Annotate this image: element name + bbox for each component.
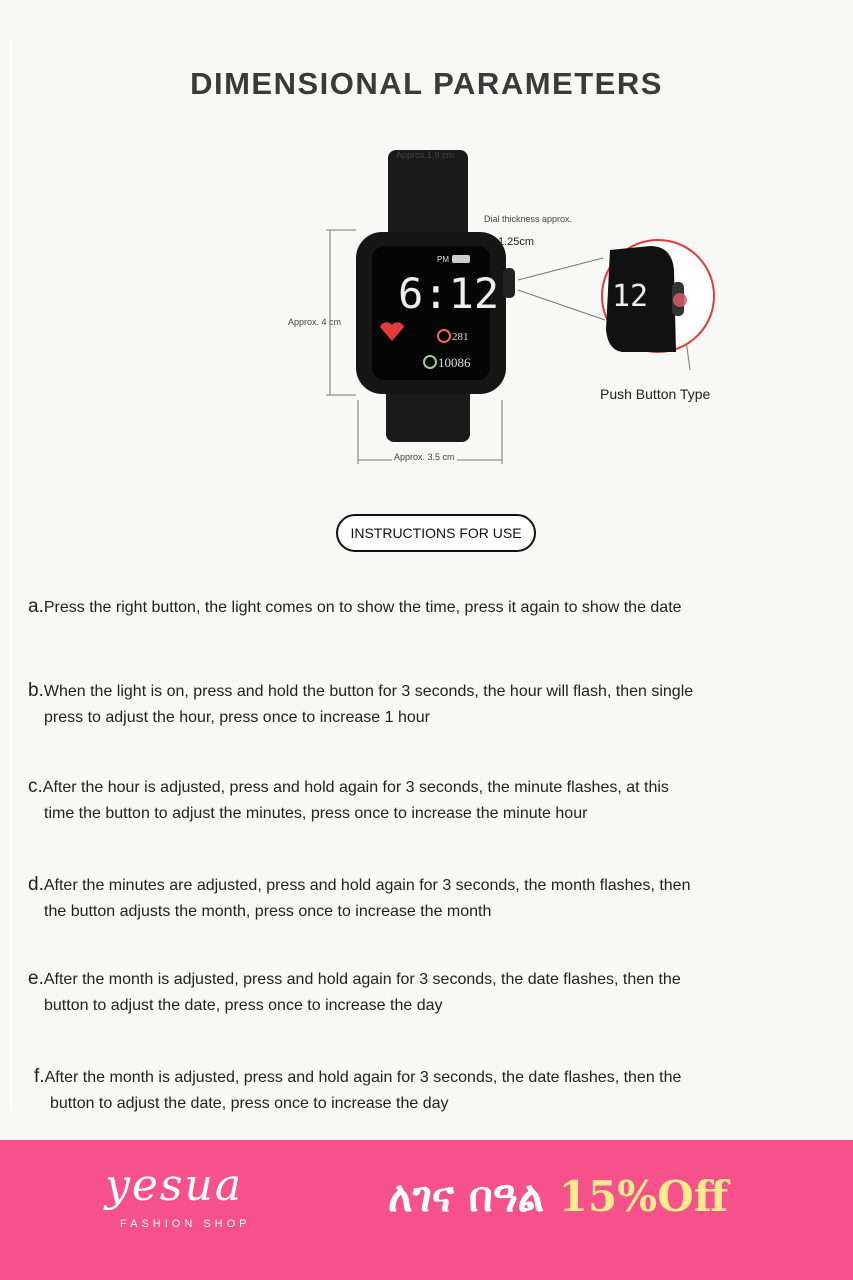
step-letter: d.	[28, 874, 44, 895]
page-title: DIMENSIONAL PARAMETERS	[190, 66, 663, 101]
step-text: After the minutes are adjusted, press and hold again for 3 seconds, the month flashes, then	[43, 877, 691, 894]
instruction-step-b	[28, 678, 693, 731]
instruction-step-a	[28, 594, 682, 621]
promo-text	[388, 1172, 728, 1222]
step-letter: f.	[34, 1066, 45, 1087]
step-letter: b.	[28, 680, 44, 701]
promo-holiday: ለገና በዓል	[388, 1172, 545, 1221]
thickness-label: Dial thickness approx.	[484, 214, 573, 224]
step-text: After the month is adjusted, press and hold again for 3 seconds, the date flashes, then the	[44, 1069, 682, 1086]
instructions-pill	[336, 514, 536, 552]
zoom-digits: 12	[612, 279, 649, 314]
width-label: Approx.1.9 cm	[396, 150, 455, 160]
instruction-step-e	[28, 966, 681, 1019]
watch-pm: PM	[437, 255, 449, 264]
step-text: After the month is adjusted, press and hold again for 3 seconds, the date flashes, then the	[43, 971, 681, 988]
step-text-2: the button adjusts the month, press once to increase the month	[44, 903, 492, 920]
instruction-step-c	[28, 774, 669, 827]
bottom-width-label: Approx. 3.5 cm	[394, 452, 455, 462]
instruction-step-d	[28, 872, 690, 925]
step-text-2: button to adjust the date, press once to increase the day	[50, 1095, 449, 1112]
step-text-2: button to adjust the date, press once to increase the day	[44, 997, 443, 1014]
brand-tagline: FASHION SHOP	[120, 1218, 251, 1230]
thickness-value: 1.25cm	[498, 236, 535, 248]
instructions-pill-text: INSTRUCTIONS FOR USE	[350, 525, 522, 541]
step-text: After the hour is adjusted, press and hold again for 3 seconds, the minute flashes, at this	[42, 779, 669, 796]
push-button-label: Push Button Type	[600, 386, 711, 402]
step-text-2: press to adjust the hour, press once to increase 1 hour	[44, 709, 431, 726]
watch-num2: 10086	[438, 355, 471, 370]
promo-discount: 15%Off	[558, 1172, 729, 1221]
watch-time: 6:12	[398, 269, 500, 318]
height-label: Approx. 4 cm	[288, 317, 342, 327]
step-text: Press the right button, the light comes on to show the time, press it again to show the date	[43, 599, 682, 616]
step-letter: e.	[28, 968, 44, 989]
watch-dimension-diagram	[0, 0, 853, 520]
watch-num1: 281	[452, 331, 469, 343]
step-letter: c.	[28, 776, 43, 797]
step-text-2: time the button to adjust the minutes, press once to increase the minute hour	[44, 805, 588, 822]
step-text: When the light is on, press and hold the button for 3 seconds, the hour will flash, then single	[43, 683, 694, 700]
instruction-step-f	[34, 1064, 681, 1117]
step-letter: a.	[28, 596, 44, 617]
brand-logo: yesua	[105, 1160, 244, 1211]
